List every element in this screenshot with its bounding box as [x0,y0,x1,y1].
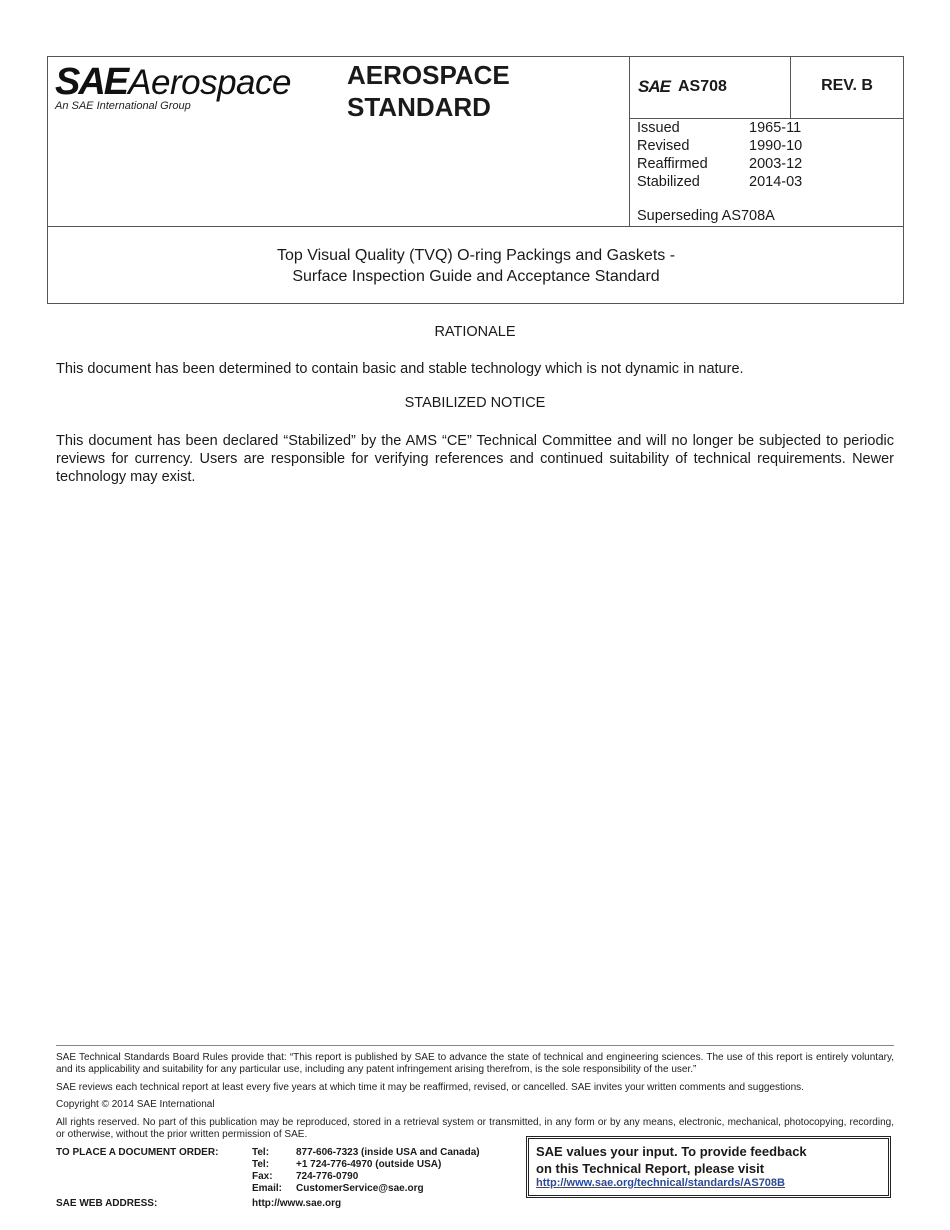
date-label: Reaffirmed [637,156,708,172]
date-history [637,119,802,191]
date-label: Issued [637,120,680,136]
order-contacts [252,1147,480,1195]
feedback-line2: on this Technical Report, please visit [536,1161,765,1176]
board-rules-text: SAE Technical Standards Board Rules provide that: “This report is published by SAE to advance the state of technical and engineering sciences. The use of this report is entirely voluntary, and its applicability and suitability for any particular use, including any patent infringement arising therefrom, is the sole responsibility of the user.” [56,1052,894,1075]
stabilized-text: This document has been declared “Stabilized” by the AMS “CE” Technical Committee and will no longer be subjected to periodic reviews for currency. Users are responsible for verifying references and continued suitability of technical requirements. Newer technology may exist. [56,433,894,485]
contact-value: 724-776-0790 [296,1171,359,1182]
superseding-note: Superseding AS708A [637,208,775,224]
title-line1: Top Visual Quality (TVQ) O-ring Packings and Gaskets - [276,247,676,264]
document-number [638,77,727,97]
contact-value: +1 724-776-4970 (outside USA) [296,1159,442,1170]
logo-aerospace-text: Aerospace [128,63,291,102]
contact-key: Tel: [252,1147,270,1158]
date-label: Stabilized [637,174,700,190]
date-row [637,155,802,173]
order-label: TO PLACE A DOCUMENT ORDER: [56,1147,219,1158]
standard-type-line1: AEROSPACE [347,60,510,90]
divider [629,57,630,227]
web-address-link[interactable]: http://www.sae.org [252,1198,342,1209]
document-title [48,245,904,287]
contact-key: Tel: [252,1159,270,1170]
contact-row [252,1171,480,1183]
doc-number-text: AS708 [677,78,727,95]
header-box [47,56,904,304]
date-value: 1990-10 [749,138,803,154]
feedback-box [526,1136,891,1198]
contact-row [252,1147,480,1159]
review-text: SAE reviews each technical report at least every five years at which time it may be reaffirmed, revised, or cancelled. SAE invites your written comments and suggestions. [56,1082,804,1093]
web-address-label: SAE WEB ADDRESS: [56,1198,158,1209]
contact-row [252,1183,480,1195]
contact-value: 877-606-7323 (inside USA and Canada) [296,1147,480,1158]
revision-label: REV. B [821,77,873,94]
rights-text: All rights reserved. No part of this publication may be reproduced, stored in a retrieval system or transmitted, in any form or by any means, electronic, mechanical, photocopying, recording, or otherwise, without the prior written permission of SAE. [56,1117,894,1140]
standard-type-line2: STANDARD [347,92,491,122]
feedback-line1: SAE values your input. To provide feedback [536,1144,807,1159]
contact-key: Fax: [252,1171,273,1182]
logo-tagline: An SAE International Group [55,100,191,112]
date-row [637,119,802,137]
feedback-link[interactable]: http://www.sae.org/technical/standards/AS708B [536,1177,785,1189]
divider [48,226,904,227]
contact-value[interactable]: CustomerService@sae.org [296,1183,424,1194]
contact-row [252,1159,480,1171]
stabilized-heading: STABILIZED NOTICE [404,395,546,411]
date-row [637,173,802,191]
title-line2: Surface Inspection Guide and Acceptance Standard [292,268,660,285]
standard-type [347,59,510,123]
date-value: 2014-03 [749,174,803,190]
copyright-text: Copyright © 2014 SAE International [56,1099,215,1110]
contact-key: Email: [252,1183,283,1194]
date-value: 2003-12 [749,156,803,172]
sae-mini-logo: SAE [638,77,670,96]
date-value: 1965-11 [749,120,802,136]
footer-rule [56,1045,894,1046]
sae-aerospace-logo [55,61,291,112]
date-label: Revised [637,138,690,154]
rationale-heading: RATIONALE [434,324,516,340]
date-row [637,137,802,155]
rationale-text: This document has been determined to contain basic and stable technology which is not dynamic in nature. [56,361,744,377]
logo-sae-text: SAE [55,61,128,103]
